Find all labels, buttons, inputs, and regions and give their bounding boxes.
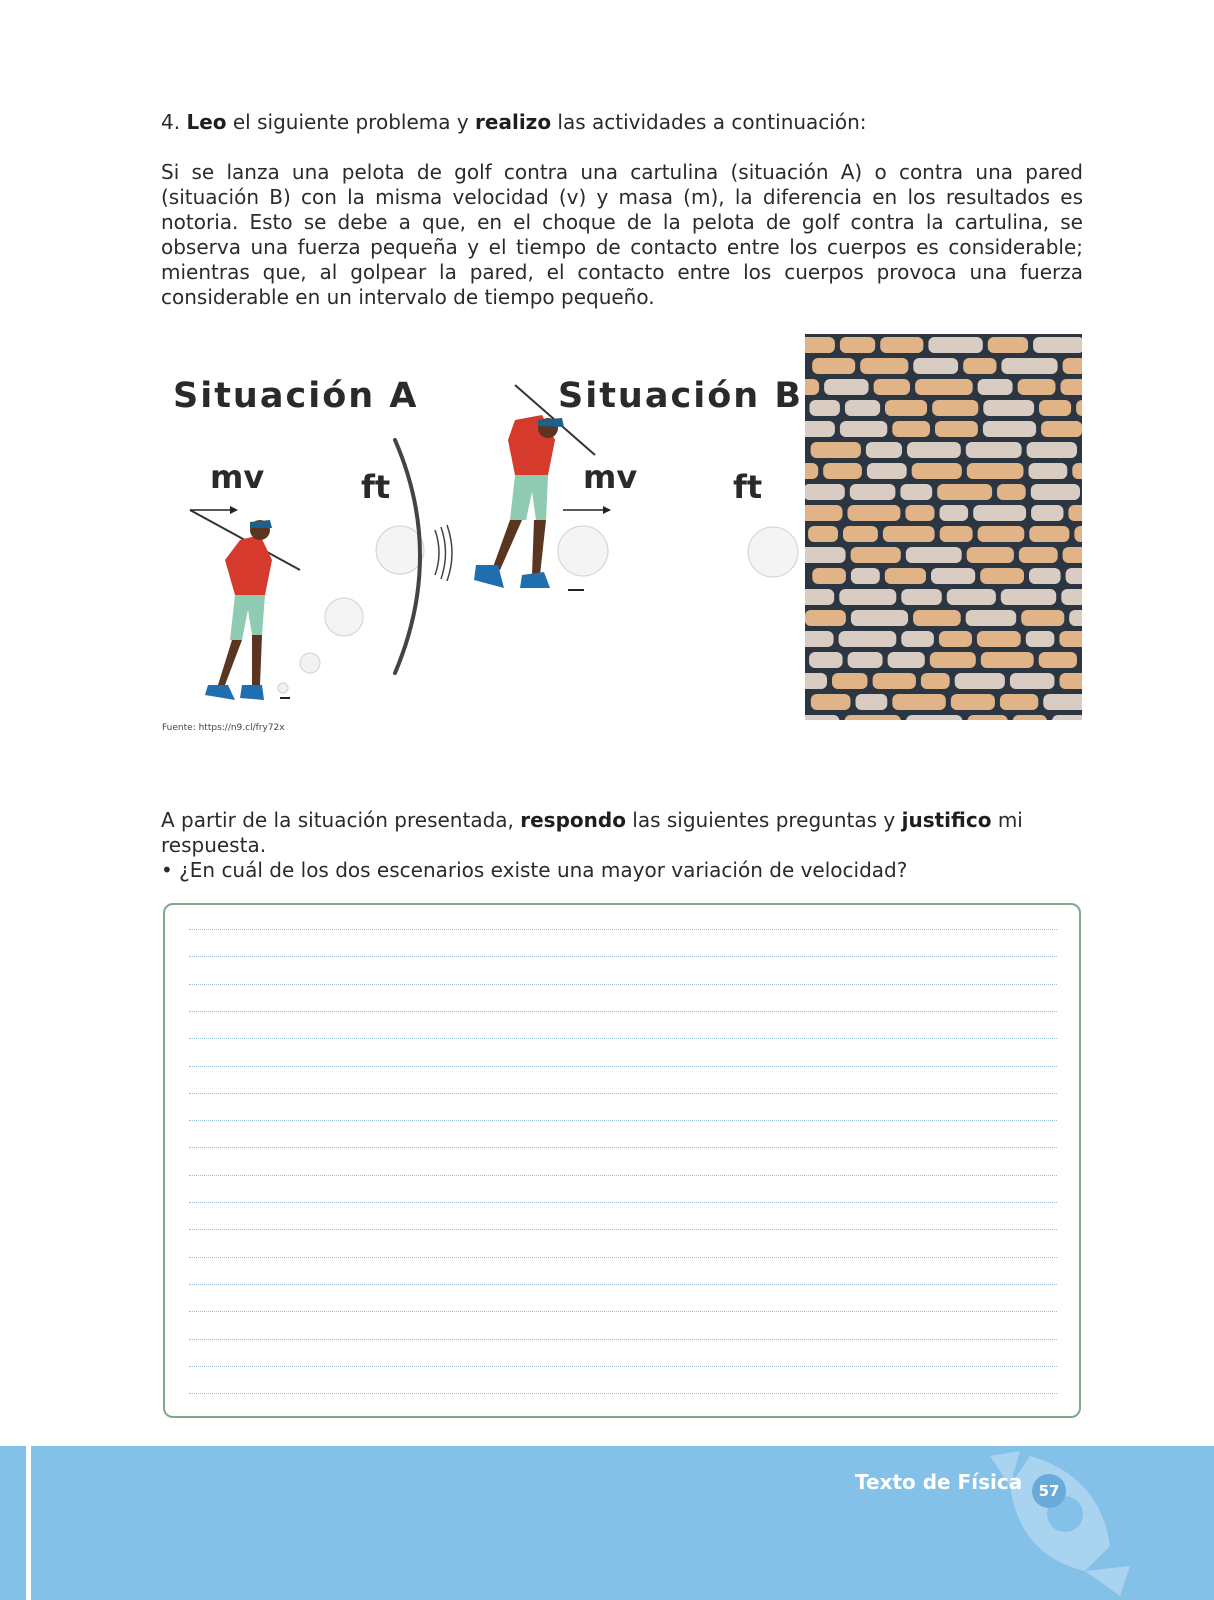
- answer-line: [189, 1093, 1057, 1094]
- wall-stone: [939, 631, 972, 647]
- wall-stone: [1039, 400, 1071, 416]
- wall-stone: [906, 547, 962, 563]
- instruction-text-2: las actividades a continuación:: [557, 110, 867, 134]
- answer-writing-area[interactable]: [163, 903, 1081, 1418]
- answer-line: [189, 1393, 1057, 1394]
- wall-stone: [805, 673, 827, 689]
- wall-stone: [805, 463, 818, 479]
- answer-line: [189, 1366, 1057, 1367]
- wall-stone: [851, 547, 901, 563]
- wall-stone: [892, 694, 946, 710]
- answer-line: [189, 1011, 1057, 1012]
- wall-stone: [839, 589, 896, 605]
- wall-stone: [883, 526, 935, 542]
- answer-line: [189, 1311, 1057, 1312]
- wall-stone: [1063, 358, 1082, 374]
- questions-prompt: [161, 808, 1101, 858]
- stone-wall-illustration: [805, 334, 1082, 720]
- wall-stone: [808, 526, 838, 542]
- prompt-text-1: A partir de la situación presentada,: [161, 808, 514, 832]
- wall-stone: [967, 547, 1014, 563]
- wall-stone: [839, 631, 897, 647]
- wall-stone: [1039, 652, 1077, 668]
- wall-stone: [1069, 610, 1082, 626]
- wall-stone: [978, 379, 1013, 395]
- wall-stone: [901, 589, 942, 605]
- situation-b-title: Situación B: [558, 376, 804, 416]
- situation-b-mv-label: mv: [583, 458, 638, 496]
- bold-verb-justifico: justifico: [901, 808, 992, 832]
- wall-stone: [1043, 694, 1082, 710]
- question-1: • ¿En cuál de los dos escenarios existe una mayor variación de velocidad?: [161, 858, 908, 882]
- situation-a-title: Situación A: [173, 376, 419, 416]
- wall-stone: [900, 484, 932, 500]
- wall-stone: [805, 715, 840, 720]
- wall-stone: [901, 631, 934, 647]
- wall-stone: [1052, 715, 1082, 720]
- wall-stone: [888, 652, 925, 668]
- wall-stone: [885, 400, 927, 416]
- wall-stone: [1001, 358, 1057, 374]
- situation-b-ft-label: ft: [733, 468, 763, 506]
- wall-stone: [1059, 631, 1082, 647]
- wall-stone: [947, 589, 996, 605]
- answer-line: [189, 984, 1057, 985]
- wall-stone: [812, 358, 855, 374]
- wall-stone: [843, 526, 878, 542]
- wall-stone: [805, 589, 834, 605]
- wall-stone: [931, 568, 975, 584]
- cardboard-sheet-icon: [385, 435, 465, 680]
- wall-stone: [951, 694, 995, 710]
- wall-stone: [1033, 337, 1082, 353]
- wall-stone: [905, 505, 934, 521]
- prompt-text-2: las siguientes preguntas y: [632, 808, 896, 832]
- wall-stone: [823, 463, 862, 479]
- wall-stone: [860, 358, 908, 374]
- wall-stone: [983, 421, 1036, 437]
- wall-stone: [805, 421, 835, 437]
- wall-stone: [907, 442, 961, 458]
- wall-stone: [913, 358, 958, 374]
- prompt-text-3: mi respuesta.: [161, 808, 1023, 857]
- activity-number: 4.: [161, 110, 181, 134]
- wall-stone: [867, 463, 907, 479]
- wall-stone: [866, 442, 902, 458]
- wall-stone: [850, 484, 896, 500]
- wall-stone: [937, 484, 992, 500]
- answer-line: [189, 1120, 1057, 1121]
- wall-stone: [980, 568, 1024, 584]
- wall-stone: [1000, 694, 1038, 710]
- wall-stone: [1031, 484, 1080, 500]
- wall-stone: [805, 379, 819, 395]
- wall-stone: [845, 400, 880, 416]
- page-number: 57: [1032, 1474, 1066, 1508]
- wall-stone: [805, 337, 835, 353]
- footer-divider: [26, 1446, 31, 1600]
- answer-line: [189, 1339, 1057, 1340]
- wall-stone: [805, 505, 843, 521]
- wall-stone: [1060, 673, 1083, 689]
- wall-stone: [930, 652, 976, 668]
- wall-stone: [810, 400, 840, 416]
- wall-stone: [845, 715, 901, 720]
- golf-balls-b: [555, 525, 815, 585]
- wall-stone: [851, 610, 908, 626]
- wall-stone: [921, 673, 950, 689]
- answer-line: [189, 929, 1057, 930]
- wall-stone: [935, 421, 978, 437]
- wall-stone: [1019, 547, 1058, 563]
- wall-stone: [848, 505, 901, 521]
- wall-stone: [840, 337, 875, 353]
- wall-stone: [809, 652, 843, 668]
- wall-stone: [963, 358, 996, 374]
- wall-stone: [873, 673, 916, 689]
- wall-stone: [940, 526, 973, 542]
- answer-line: [189, 1066, 1057, 1067]
- wall-stone: [988, 337, 1028, 353]
- book-title: Texto de Física: [855, 1470, 1023, 1494]
- page-footer: [0, 1446, 1214, 1600]
- wall-stone: [1066, 568, 1082, 584]
- wall-stone: [1072, 463, 1082, 479]
- bold-verb-realizo: realizo: [475, 110, 552, 134]
- wall-stone: [832, 673, 868, 689]
- figure-source: Fuente: https://n9.cl/fry72x: [162, 723, 285, 733]
- wall-stone: [932, 400, 978, 416]
- problem-paragraph: Si se lanza una pelota de golf contra una cartulina (situación A) o contra una pared (situación B) con la misma velocidad (v) y masa (m), la diferencia en los resultados es notoria. Esto se debe a que, en el choque de la pelota de golf contra la cartulina, se observa una fuerza pequeña y el tiempo de contacto entre los cuerpos es considerable; mientras que, al golpear la pared, el contacto entre los cuerpos provoca una fuerza considerable en un intervalo de tiempo pequeño.: [161, 160, 1083, 309]
- wall-stone: [913, 610, 961, 626]
- wall-stone: [981, 652, 1034, 668]
- wall-stone: [940, 505, 969, 521]
- wall-stone: [966, 610, 1017, 626]
- wall-stone: [805, 610, 846, 626]
- wall-stone: [1026, 631, 1055, 647]
- answer-line: [189, 1147, 1057, 1148]
- wall-stone: [966, 442, 1022, 458]
- wall-stone: [1061, 589, 1082, 605]
- answer-line: [189, 1038, 1057, 1039]
- wall-stone: [1018, 379, 1056, 395]
- wall-stone: [811, 694, 851, 710]
- wall-stone: [1063, 547, 1082, 563]
- wall-stone: [1061, 379, 1083, 395]
- wall-stone: [1041, 421, 1082, 437]
- situation-a-ft-label: ft: [361, 468, 391, 506]
- answer-line: [189, 1229, 1057, 1230]
- answer-line: [189, 1175, 1057, 1176]
- wall-stone: [880, 337, 923, 353]
- wall-stone: [1029, 526, 1069, 542]
- wall-stone: [915, 379, 973, 395]
- wall-stone: [997, 484, 1026, 500]
- wall-stone: [978, 526, 1025, 542]
- wall-stone: [906, 715, 962, 720]
- wall-stone: [912, 463, 962, 479]
- wall-stone: [1001, 589, 1056, 605]
- wall-stone: [967, 463, 1024, 479]
- wall-stone: [977, 631, 1021, 647]
- activity-instruction: [161, 110, 1083, 135]
- wall-stone: [1027, 442, 1077, 458]
- bold-verb-respondo: respondo: [520, 808, 626, 832]
- wall-stone: [856, 694, 888, 710]
- wall-stone: [928, 337, 982, 353]
- wall-stone: [824, 379, 869, 395]
- mv-arrow-b: [563, 504, 613, 516]
- wall-stone: [967, 715, 1007, 720]
- wall-stone: [983, 400, 1034, 416]
- answer-line: [189, 1284, 1057, 1285]
- situation-a-mv-label: mv: [210, 458, 265, 496]
- wall-stone: [848, 652, 883, 668]
- wall-stone: [805, 547, 846, 563]
- wall-stone: [874, 379, 910, 395]
- wall-stone: [1031, 505, 1063, 521]
- wall-stone: [812, 568, 846, 584]
- wall-stone: [1029, 568, 1061, 584]
- instruction-text-1: el siguiente problema y: [232, 110, 469, 134]
- wall-stone: [1010, 673, 1055, 689]
- bold-verb-leo: Leo: [186, 110, 227, 134]
- wall-stone: [892, 421, 930, 437]
- wall-stone: [1013, 715, 1047, 720]
- wall-stone: [973, 505, 1026, 521]
- wall-stone: [885, 568, 926, 584]
- wall-stone: [1029, 463, 1068, 479]
- wall-stone: [811, 442, 861, 458]
- wall-stone: [805, 484, 845, 500]
- mv-arrow-a: [190, 504, 240, 516]
- wall-stone: [1021, 610, 1064, 626]
- wall-stone: [805, 631, 834, 647]
- wall-stone: [851, 568, 880, 584]
- wall-stone: [955, 673, 1005, 689]
- wall-stone: [840, 421, 887, 437]
- answer-line: [189, 956, 1057, 957]
- wall-stone: [1068, 505, 1082, 521]
- answer-line: [189, 1202, 1057, 1203]
- answer-line: [189, 1257, 1057, 1258]
